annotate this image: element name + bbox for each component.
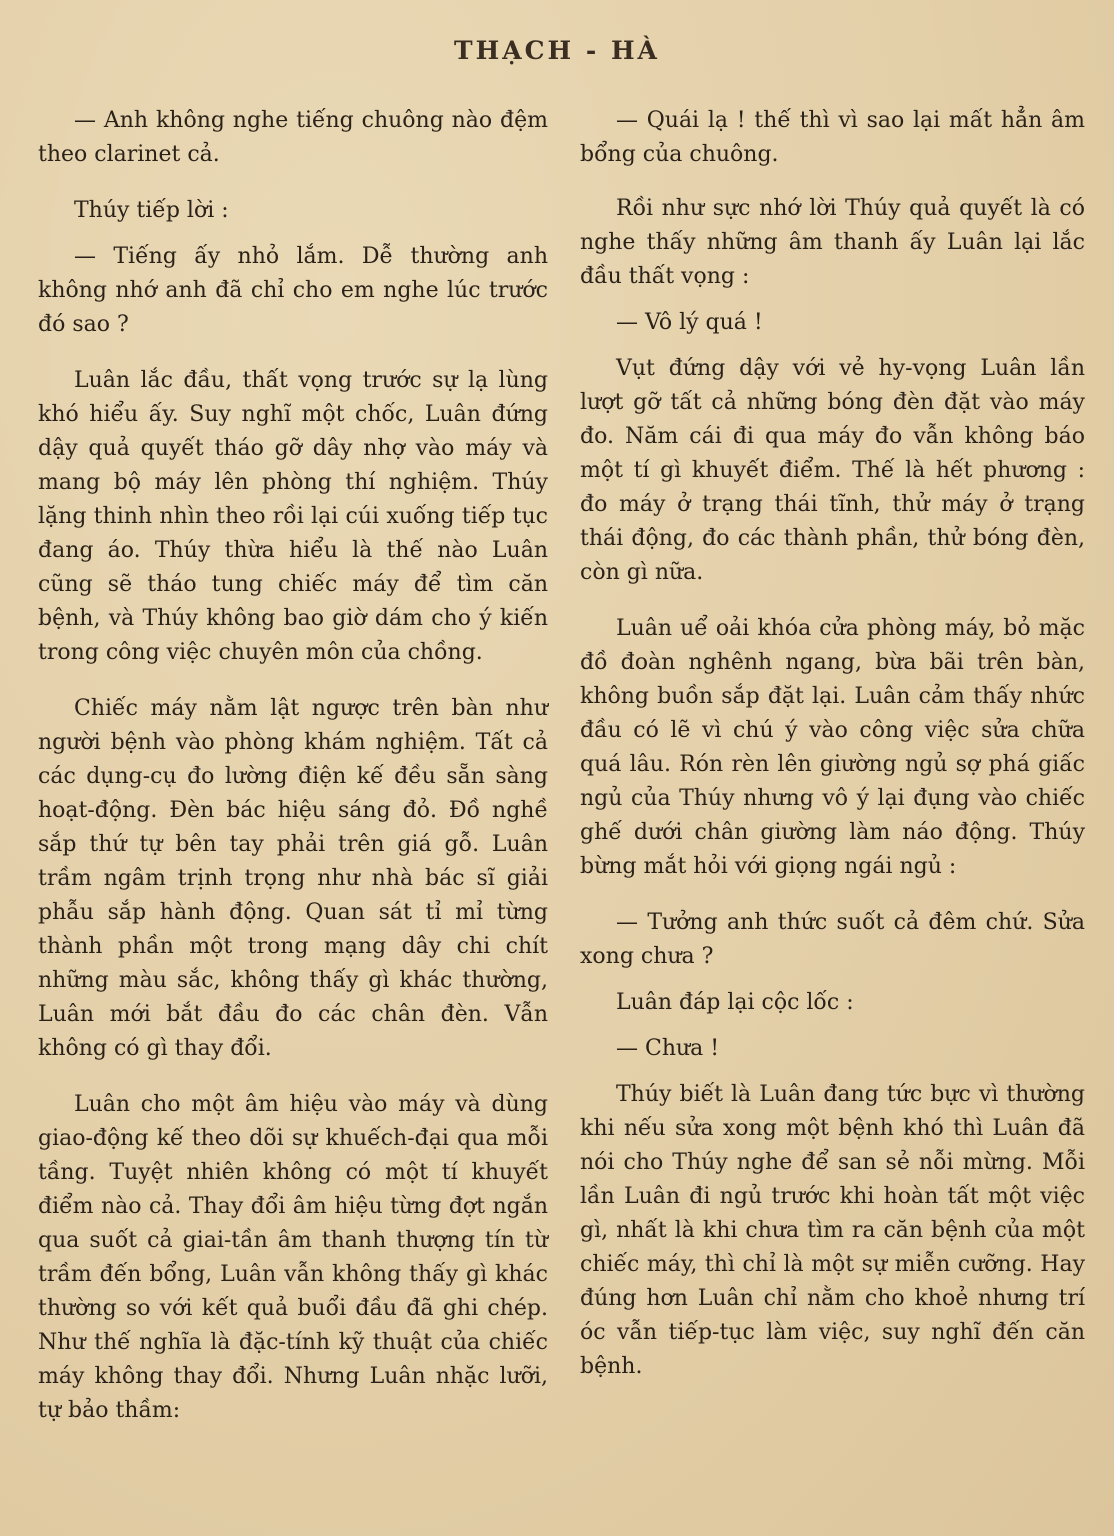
paragraph: — Chưa ! — [616, 1036, 720, 1061]
paragraph: Luân uể oải khóa cửa phòng máy, bỏ mặc đồ đoàn nghênh ngang, bừa bãi trên bàn, không buồn sắp đặt lại. Luân cảm thấy nhức đầu có lẽ vì chú ý vào công việc sửa chữa quá lâu. Rón rèn lên giường ngủ sợ phá giấc ngủ của Thúy nhưng vô ý lại đụng vào chiếc ghế dưới chân giường làm náo động. Thúy bừng mắt hỏi với giọng ngái ngủ : — [580, 616, 1085, 879]
running-header: THẠCH - HÀ — [454, 36, 660, 65]
paragraph: Vụt đứng dậy với vẻ hy-vọng Luân lần lượt gỡ tất cả những bóng đèn đặt vào máy đo. Năm cái đi qua máy đo vẫn không báo một tí gì khuyết điểm. Thế là hết phương : đo máy ở trạng thái tĩnh, thử máy ở trạng thái động, đo các thành phần, thử bóng đèn, còn gì nữa. — [580, 356, 1085, 585]
paragraph: Rồi như sực nhớ lời Thúy quả quyết là có nghe thấy những âm thanh ấy Luân lại lắc đầu thất vọng : — [580, 196, 1085, 289]
paragraph: — Anh không nghe tiếng chuông nào đệm theo clarinet cả. — [38, 108, 548, 167]
paragraph: Luân lắc đầu, thất vọng trước sự lạ lùng khó hiểu ấy. Suy nghĩ một chốc, Luân đứng dậy quả quyết tháo gỡ dây nhợ vào máy và mang bộ máy lên phòng thí nghiệm. Thúy lặng thinh nhìn theo rồi lại cúi xuống tiếp tục đang áo. Thúy thừa hiểu là thế nào Luân cũng sẽ tháo tung chiếc máy để tìm căn bệnh, và Thúy không bao giờ dám cho ý kiến trong công việc chuyên môn của chồng. — [38, 368, 548, 665]
paragraph: — Tiếng ấy nhỏ lắm. Dễ thường anh không nhớ anh đã chỉ cho em nghe lúc trước đó sao ? — [38, 244, 548, 337]
paragraph: — Quái lạ ! thế thì vì sao lại mất hẳn âm bổng của chuông. — [580, 108, 1085, 167]
paragraph: Chiếc máy nằm lật ngược trên bàn như người bệnh vào phòng khám nghiệm. Tất cả các dụng-cụ đo lường điện kế đều sẵn sàng hoạt-động. Đèn bác hiệu sáng đỏ. Đồ nghề sắp thứ tự bên tay phải trên giá gỗ. Luân trầm ngâm trịnh trọng như nhà bác sĩ giải phẫu sắp hành động. Quan sát tỉ mỉ từng thành phần một trong mạng dây chi chít những màu sắc, không thấy gì khác thường, Luân mới bắt đầu đo các chân đèn. Vẫn không có gì thay đổi. — [38, 696, 548, 1061]
paragraph: Luân đáp lại cộc lốc : — [616, 990, 854, 1015]
paragraph: Thúy tiếp lời : — [74, 198, 229, 223]
paragraph: — Tưởng anh thức suốt cả đêm chứ. Sửa xong chưa ? — [580, 910, 1085, 969]
left-column — [38, 104, 548, 1450]
right-column — [580, 104, 1085, 1406]
paragraph: Thúy biết là Luân đang tức bực vì thường khi nếu sửa xong một bệnh khó thì Luân đã nói cho Thúy nghe để san sẻ nỗi mừng. Mỗi lần Luân đi ngủ trước khi hoàn tất một việc gì, nhất là khi chưa tìm ra căn bệnh của một chiếc máy, thì chỉ là một sự miễn cưỡng. Hay đúng hơn Luân chỉ nằm cho khoẻ nhưng trí óc vẫn tiếp-tục làm việc, suy nghĩ đến căn bệnh. — [580, 1082, 1085, 1379]
paragraph: Luân cho một âm hiệu vào máy và dùng giao-động kế theo dõi sự khuếch-đại qua mỗi tầng. Tuyệt nhiên không có một tí khuyết điểm nào cả. Thay đổi âm hiệu từng đợt ngắn qua suốt cả giai-tần âm thanh thượng tín từ trầm đến bổng, Luân vẫn không thấy gì khác thường so với kết quả buổi đầu đã ghi chép. Như thế nghĩa là đặc-tính kỹ thuật của chiếc máy không thay đổi. Nhưng Luân nhặc lưỡi, tự bảo thầm: — [38, 1092, 548, 1423]
paragraph: — Vô lý quá ! — [616, 310, 763, 335]
